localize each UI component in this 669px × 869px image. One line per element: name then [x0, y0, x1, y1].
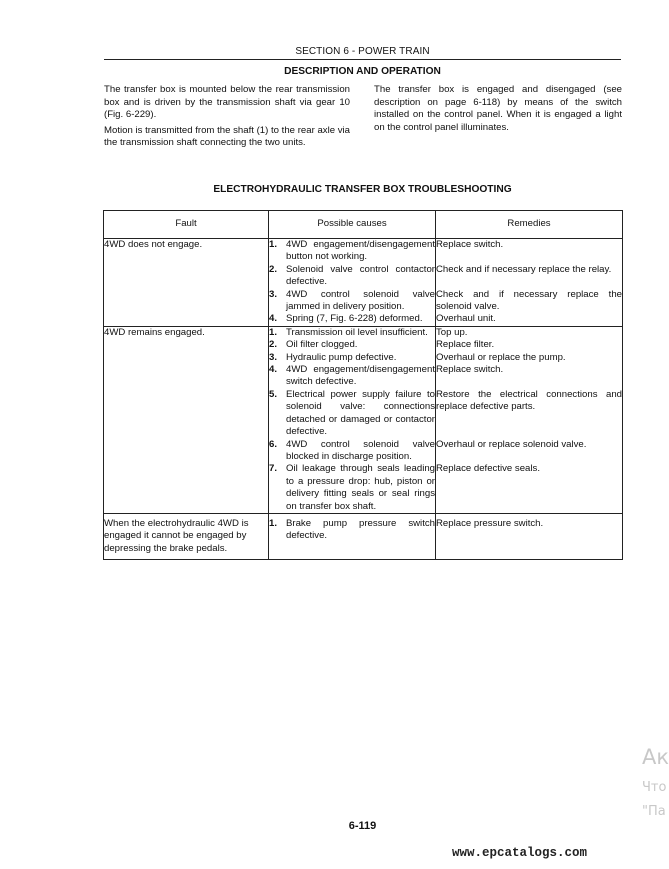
- table-row: [104, 513, 623, 559]
- cause-text: Brake pump pressure switch defective.: [286, 517, 435, 542]
- cause-cell: [269, 389, 436, 439]
- cause-number: 4.: [269, 313, 278, 325]
- troubleshooting-table: [103, 210, 623, 560]
- cause-number: 1.: [269, 326, 278, 338]
- table-body: [104, 239, 623, 560]
- cause-number: 1.: [269, 239, 278, 250]
- section-header: SECTION 6 - POWER TRAIN: [295, 46, 430, 57]
- cause-cell: [269, 513, 436, 559]
- cause-text: Electrical power supply failure to solenoid valve: connections detached or damaged or contactor defective.: [286, 388, 435, 438]
- intro-paragraph: Motion is transmitted from the shaft (1) to the rear axle via the transmission shaft connecting the two units.: [104, 124, 350, 149]
- remedy-cell: Overhaul or replace the pump.: [436, 352, 623, 364]
- remedy-cell: Check and if necessary replace the relay.: [436, 264, 623, 289]
- cause-cell: [269, 264, 436, 289]
- cause-number: 6.: [269, 438, 278, 450]
- remedy-cell: Replace switch.: [436, 364, 623, 389]
- cause-number: 3.: [269, 288, 278, 300]
- cause-cell: [269, 289, 436, 314]
- table-title: ELECTROHYDRAULIC TRANSFER BOX TROUBLESHOOTING: [213, 184, 512, 195]
- intro-left-column: [104, 84, 350, 153]
- cause-number: 3.: [269, 351, 278, 363]
- remedy-cell: Replace pressure switch.: [436, 513, 623, 559]
- activation-watermark-line: Что: [642, 780, 667, 795]
- cause-cell: [269, 339, 436, 351]
- cause-text: 4WD engagement/disengagement switch defective.: [286, 364, 435, 388]
- column-header-fault: Fault: [104, 211, 269, 239]
- table-row: [104, 239, 623, 264]
- remedy-cell: Replace filter.: [436, 339, 623, 351]
- intro-paragraph: The transfer box is engaged and disengaged (see description on page 6-118) by means of the switch installed on the control panel. When it is engaged a light on the control panel illuminates.: [374, 84, 622, 133]
- cause-number: 2.: [269, 263, 278, 275]
- fault-cell: When the electrohydraulic 4WD is engaged it cannot be engaged by depressing the brake pedals.: [104, 513, 269, 559]
- cause-text: 4WD control solenoid valve blocked in discharge position.: [286, 438, 435, 462]
- cause-cell: [269, 239, 436, 264]
- remedy-cell: Replace defective seals.: [436, 463, 623, 513]
- cause-cell: [269, 439, 436, 464]
- section-subtitle: DESCRIPTION AND OPERATION: [284, 66, 441, 77]
- cause-text: Solenoid valve control contactor defective.: [286, 263, 435, 288]
- remedy-cell: Overhaul unit.: [436, 313, 623, 326]
- table-header-row: [104, 211, 623, 239]
- cause-cell: [269, 364, 436, 389]
- remedy-cell: Replace switch.: [436, 239, 623, 264]
- cause-cell: [269, 313, 436, 326]
- activation-watermark-line: Ак: [642, 745, 669, 769]
- cause-text: Oil leakage through seals leading to a pressure drop: hub, piston or delivery fitting seals or seal rings on transfer box shaft.: [286, 463, 435, 512]
- cause-cell: [269, 463, 436, 513]
- table-row: [104, 326, 623, 339]
- cause-text: 4WD control solenoid valve jammed in delivery position.: [286, 288, 435, 313]
- cause-text: 4WD engagement/disengagement button not working.: [286, 239, 435, 263]
- activation-watermark-line: "Па: [642, 804, 666, 819]
- cause-number: 5.: [269, 388, 278, 400]
- cause-cell: [269, 352, 436, 364]
- column-header-remedies: Remedies: [436, 211, 623, 239]
- cause-number: 1.: [269, 517, 278, 529]
- cause-text: Spring (7, Fig. 6-228) deformed.: [286, 313, 423, 325]
- column-header-causes: Possible causes: [269, 211, 436, 239]
- cause-number: 4.: [269, 364, 278, 376]
- header-rule: [104, 59, 621, 60]
- intro-right-column: [374, 84, 622, 137]
- fault-cell: 4WD remains engaged.: [104, 326, 269, 513]
- cause-cell: [269, 326, 436, 339]
- cause-text: Hydraulic pump defective.: [286, 351, 397, 363]
- fault-cell: 4WD does not engage.: [104, 239, 269, 327]
- remedy-cell: Top up.: [436, 326, 623, 339]
- intro-paragraph: The transfer box is mounted below the rear transmission box and is driven by the transmission shaft via gear 10 (Fig. 6-229).: [104, 84, 350, 121]
- remedy-cell: Restore the electrical connections and replace defective parts.: [436, 389, 623, 439]
- page-number: 6-119: [348, 820, 377, 832]
- cause-text: Oil filter clogged.: [286, 339, 358, 351]
- remedy-cell: Overhaul or replace solenoid valve.: [436, 439, 623, 464]
- website-watermark: www.epcatalogs.com: [452, 846, 588, 860]
- cause-number: 2.: [269, 339, 278, 351]
- remedy-cell: Check and if necessary replace the solenoid valve.: [436, 288, 622, 313]
- cause-number: 7.: [269, 463, 278, 475]
- cause-text: Transmission oil level insufficient.: [286, 326, 428, 338]
